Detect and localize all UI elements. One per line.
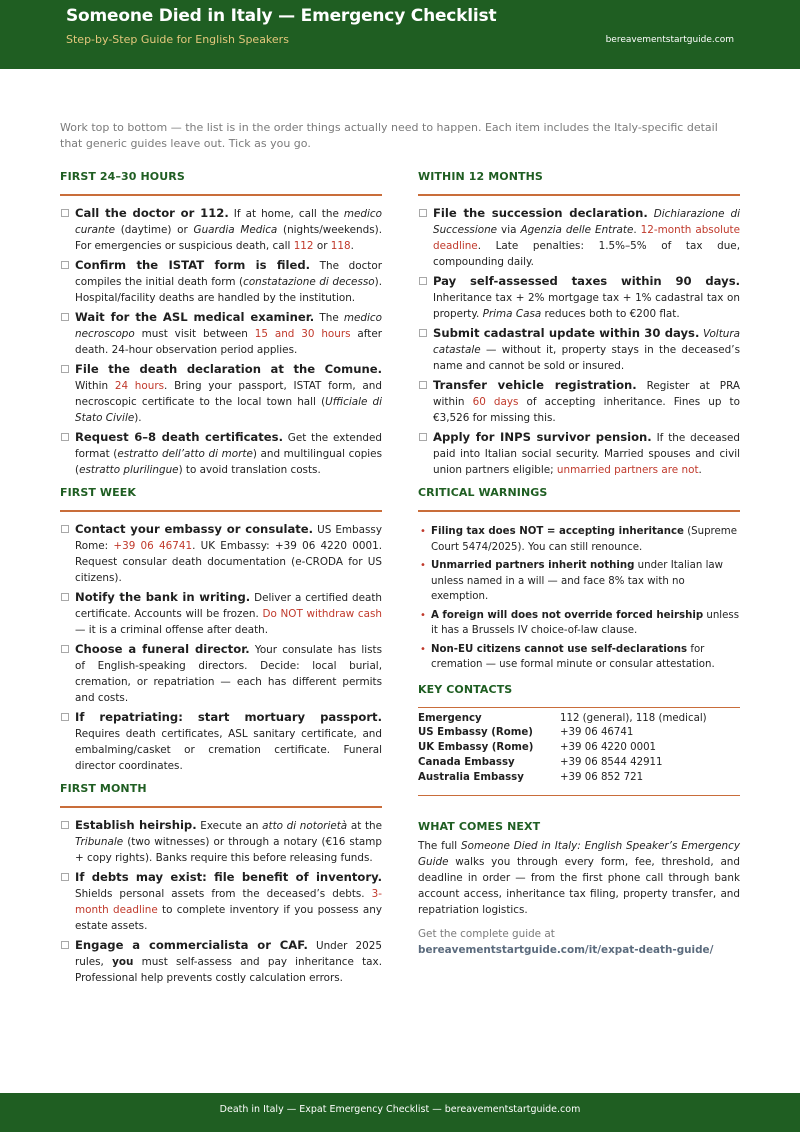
item-term: Dichiarazione di Successione (433, 208, 740, 236)
item-term: medico curante (75, 208, 382, 236)
item-text: — without it, property stays in the deceased’s name and cannot be sold or insured. (433, 344, 740, 372)
warning-text: unless it has a Brussels IV choice-of-law clause. (431, 609, 740, 636)
item-highlight: 12-month absolute deadline (433, 224, 741, 252)
checkbox[interactable] (61, 821, 69, 829)
table-row (418, 771, 738, 786)
item-text: reduces both to €200 flat. (541, 308, 680, 320)
table-row (418, 726, 738, 741)
item-text: ). Hospital/facility deaths are handled by the institution. (75, 276, 382, 304)
item-highlight: 3-month deadline (75, 888, 382, 916)
checkbox[interactable] (419, 381, 427, 389)
item-term: Voltura catastale (433, 328, 740, 356)
item-text: . Bring your passport, ISTAT form, and necroscopic certificate to the local town hall ( (75, 380, 382, 408)
item-text: Requires death certificates, ASL sanitary certificate, and embalming/casket or cremation certificate. Funeral director coordinates. (75, 728, 382, 772)
item-lead: Pay self-assessed taxes within 90 days. (433, 274, 740, 288)
section-title: WHAT COMES NEXT (418, 820, 541, 834)
table-row (418, 741, 738, 756)
intro-text: Work top to bottom — the list is in the order things actually need to happen. Each item includes the Italy-specific detail that generic guides leave out. Tick as you go. (60, 121, 718, 150)
item-emphasis: you (112, 956, 134, 968)
section-divider (60, 510, 382, 512)
section-title: KEY CONTACTS (418, 682, 513, 696)
bullet-icon: • (420, 526, 426, 537)
item-text: (two witnesses) or through a notary (€16 stamp + copy rights). Banks require this before releasing funds. (75, 836, 382, 864)
section-divider (418, 707, 740, 708)
checklist-item (60, 937, 382, 986)
bullet-icon: • (420, 609, 426, 621)
item-text: Execute an (196, 820, 263, 832)
bullet-icon: • (420, 643, 426, 655)
item-term: atto di notorietà (262, 820, 348, 832)
checklist-item (60, 589, 382, 638)
item-lead: File the succession declaration. (433, 206, 648, 220)
checklist-item (60, 429, 382, 478)
warning-item (418, 524, 740, 555)
item-highlight: 118 (330, 240, 351, 252)
contacts-table (418, 712, 738, 786)
item-highlight: 24 hours (114, 380, 165, 392)
section-title: CRITICAL WARNINGS (418, 486, 548, 499)
item-text: . (698, 464, 702, 476)
checkbox[interactable] (61, 525, 69, 533)
item-text: . (633, 224, 641, 236)
warning-lead: Unmarried partners inherit nothing (431, 560, 635, 571)
section-divider (418, 510, 740, 512)
item-term: estratto dell’atto di morte (117, 448, 253, 460)
checklist-item (60, 641, 382, 706)
section-what-comes-next (418, 820, 740, 958)
warning-text: (Supreme Court 5474/2025). You can still renounce. (431, 526, 737, 553)
item-lead: Establish heirship. (75, 818, 197, 832)
checklist-item (60, 309, 382, 358)
item-lead: Wait for the ASL medical examiner. (75, 310, 315, 324)
section-divider (418, 194, 740, 196)
checklist-item (418, 205, 740, 270)
warning-item (418, 558, 740, 605)
item-text: Deliver a certified death certificate. Accounts will be frozen. (75, 592, 383, 620)
item-text: must visit between (134, 328, 255, 340)
item-lead: Request 6–8 death certificates. (75, 430, 283, 444)
checkbox[interactable] (419, 329, 427, 337)
item-text: or (313, 240, 331, 252)
item-lead: Apply for INPS survivor pension. (433, 430, 652, 444)
item-text: Inheritance tax + 2% mortgage tax + 1% cadastral tax on property. (433, 292, 740, 320)
item-text: Register at PRA within (433, 380, 740, 408)
checklist-item (60, 257, 382, 306)
item-text: . UK Embassy: +39 06 4220 0001. Request consular death documentation (e-CRODA for US citizens). (75, 540, 382, 584)
page-header (0, 0, 800, 69)
item-highlight: 60 days (472, 396, 519, 408)
section-critical-warnings (418, 486, 740, 673)
item-text: via (497, 224, 521, 236)
contact-value: +39 06 4220 0001 (560, 742, 657, 754)
checkbox[interactable] (61, 313, 69, 321)
guide-title: Someone Died in Italy: English Speaker’s Emergency Guide (418, 840, 740, 869)
contact-name: UK Embassy (Rome) (418, 742, 534, 754)
item-text: Get the extended format ( (75, 432, 382, 460)
warning-item (418, 642, 740, 673)
item-term: estratto plurilingue (79, 464, 179, 476)
item-term: Agenzia delle Entrate (520, 224, 634, 236)
item-term: medico necroscopo (75, 312, 382, 340)
item-text: after death. 24-hour observation period applies. (75, 328, 382, 356)
checkbox[interactable] (419, 209, 427, 217)
checklist-item (60, 817, 382, 866)
item-highlight: 112 (293, 240, 314, 252)
item-lead: Notify the bank in writing. (75, 590, 251, 604)
checkbox[interactable] (61, 433, 69, 441)
section-divider (60, 806, 382, 808)
left-column (60, 170, 382, 994)
item-text: . Late penalties: 1.5%–5% of tax due, compounding daily. (433, 240, 740, 268)
item-text: (nights/weekends). For emergencies or suspicious death, call (75, 224, 382, 252)
item-lead: Transfer vehicle registration. (433, 378, 637, 392)
item-text: of accepting inheritance. Fines up to €3,526 for missing this. (433, 396, 740, 424)
bullet-icon: • (420, 560, 426, 571)
checklist-item (60, 709, 382, 774)
item-term: Ufficiale di Stato Civile (75, 396, 382, 424)
right-column (418, 170, 740, 966)
item-text: . (350, 240, 354, 252)
warning-text: under Italian law unless named in a will — and face 8% tax with no exemption. (431, 560, 723, 602)
page-subtitle: Step-by-Step Guide for English Speakers (66, 33, 289, 46)
item-text: to complete inventory if you possess any estate assets. (75, 904, 382, 932)
section-first-week (60, 486, 382, 774)
item-term: constatazione di decesso (243, 276, 375, 288)
checkbox[interactable] (61, 365, 69, 373)
checkbox[interactable] (61, 713, 69, 721)
section-title: FIRST 24–30 HOURS (60, 170, 185, 183)
warning-text: for cremation — use formal minute or consular attestation. (431, 643, 715, 670)
page-title: Someone Died in Italy — Emergency Checklist (66, 6, 497, 26)
item-term: Tribunale (75, 836, 124, 848)
contact-value: +39 06 46741 (560, 727, 634, 739)
checklist-item (60, 205, 382, 254)
item-highlight: +39 06 46741 (113, 540, 193, 552)
checklist-item (60, 521, 382, 586)
contact-name: Emergency (418, 712, 482, 724)
warning-lead: Non-EU citizens cannot use self-declarations (431, 643, 688, 655)
contact-name: US Embassy (Rome) (418, 727, 533, 739)
section-first-month (60, 782, 382, 986)
checkbox[interactable] (61, 209, 69, 217)
item-text: at the (347, 820, 382, 832)
checklist-item (418, 273, 740, 322)
item-text: — it is a criminal offense after death. (75, 624, 269, 636)
item-lead: Choose a funeral director. (75, 642, 250, 656)
item-text: must self-assess and pay inheritance tax. Professional help prevents costly calculation errors. (75, 956, 382, 984)
item-text: Your consulate has lists of English-speaking directors. Decide: local burial, cremation, or repatriation — each has different permits and costs. (75, 644, 382, 704)
item-highlight: 15 and 30 hours (254, 328, 351, 340)
section-divider (60, 194, 382, 196)
header-site-link[interactable]: bereavementstartguide.com (605, 35, 734, 45)
checklist-item (60, 869, 382, 934)
item-lead: File the death declaration at the Comune. (75, 362, 382, 376)
warning-lead: A foreign will does not override forced heirship (431, 609, 704, 621)
item-text: The (314, 312, 344, 324)
section-key-contacts (418, 683, 740, 797)
item-lead: Call the doctor or 112. (75, 206, 229, 220)
item-lead: Contact your embassy or consulate. (75, 522, 314, 536)
contact-value: +39 06 852 721 (560, 771, 644, 783)
item-highlight: Do NOT withdraw cash (262, 608, 383, 620)
checklist-item (418, 377, 740, 426)
next-text: walks you through every form, fee, threshold, and deadline in order — from the first phone call through bank account access, inheritance tax filing, property transfer, and repatriation logistics. (418, 856, 740, 917)
item-lead: Engage a commercialista or CAF. (75, 938, 308, 952)
item-lead: Confirm the ISTAT form is filed. (75, 258, 311, 272)
item-highlight: unmarried partners are not (556, 464, 699, 476)
item-lead: Submit cadastral update within 30 days. (433, 326, 700, 340)
cta-text: Get the complete guide at (418, 928, 555, 941)
contact-name: Canada Embassy (418, 756, 515, 768)
section-title: FIRST WEEK (60, 486, 137, 499)
section-title: FIRST MONTH (60, 782, 147, 795)
next-paragraph (418, 838, 740, 918)
item-text: If at home, call the (228, 208, 344, 220)
section-within-12-months (418, 170, 740, 478)
checkbox[interactable] (61, 645, 69, 653)
item-term: Guardia Medica (193, 224, 278, 236)
guide-link[interactable]: bereavementstartguide.com/it/expat-death-guide/ (418, 944, 714, 957)
item-text: Within (75, 380, 115, 392)
checkbox[interactable] (61, 261, 69, 269)
item-text: (daytime) or (115, 224, 194, 236)
item-text: The doctor compiles the initial death form ( (75, 260, 382, 288)
item-text: ) to avoid translation costs. (178, 464, 321, 476)
section-divider (418, 795, 740, 796)
checkbox[interactable] (419, 277, 427, 285)
checkbox[interactable] (61, 593, 69, 601)
section-first-hours (60, 170, 382, 478)
section-title: WITHIN 12 MONTHS (418, 170, 543, 183)
checklist-item (418, 325, 740, 374)
checklist-item (418, 429, 740, 478)
item-text: ). (134, 412, 142, 424)
item-term: Prima Casa (482, 308, 542, 320)
warning-lead: Filing tax does NOT = accepting inheritance (431, 526, 684, 537)
item-lead: If debts may exist: file benefit of inventory. (75, 870, 382, 884)
table-row (418, 712, 738, 727)
contact-value: +39 06 8544 42911 (560, 756, 663, 768)
item-text: If the deceased paid into Italian social security. Married spouses and civil union partners eligible; (433, 432, 740, 476)
contact-name: Australia Embassy (418, 771, 524, 783)
item-lead: If repatriating: start mortuary passport. (75, 710, 382, 724)
page-footer: Death in Italy — Expat Emergency Checklist — bereavementstartguide.com (0, 1093, 800, 1132)
checkbox[interactable] (61, 941, 69, 949)
next-text: The full (418, 840, 462, 853)
item-text: US Embassy Rome: (75, 524, 382, 552)
item-text: Under 2025 rules, (75, 940, 382, 968)
item-text: Shields personal assets from the deceased’s debts. (75, 888, 372, 900)
table-row (418, 756, 738, 771)
contact-value: 112 (general), 118 (medical) (560, 712, 707, 724)
checkbox[interactable] (61, 873, 69, 881)
checkbox[interactable] (419, 433, 427, 441)
item-text: ) and multilingual copies ( (75, 448, 382, 476)
checklist-item (60, 361, 382, 426)
warning-item (418, 608, 740, 639)
